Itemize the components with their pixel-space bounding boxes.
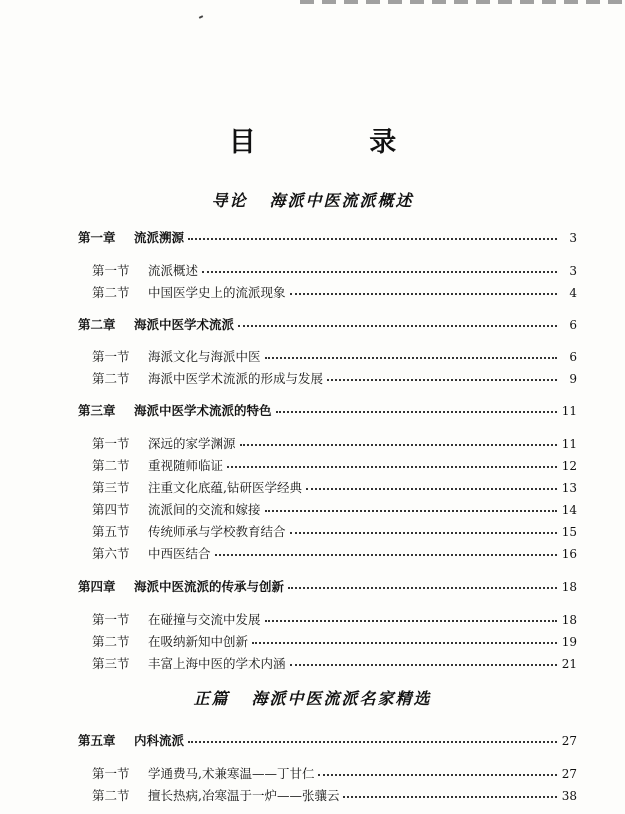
leader-dots — [238, 325, 557, 327]
toc-section[interactable] — [92, 610, 577, 628]
section-title: 擅长热病,冶寒温于一炉——张骧云 — [148, 788, 340, 803]
chapter-number: 第二章 — [78, 317, 116, 332]
section-number: 第二节 — [92, 285, 130, 300]
chapter-title: 海派中医流派的传承与创新 — [134, 579, 285, 594]
section-title: 在吸纳新知中创新 — [148, 634, 249, 649]
page-number: 19 — [561, 635, 577, 649]
section-title: 中西医结合 — [148, 546, 211, 561]
scan-artifact-mark — [199, 15, 203, 19]
section-number: 第二节 — [92, 788, 130, 803]
leader-dots — [252, 642, 557, 644]
section-title: 传统师承与学校教育结合 — [148, 524, 286, 539]
page-title: 目 录 — [228, 127, 449, 158]
section-number: 第一节 — [92, 349, 130, 364]
chapter-number: 第三章 — [78, 403, 116, 418]
leader-dots — [318, 774, 557, 776]
section-number: 第三节 — [92, 656, 130, 671]
page-number: 3 — [569, 231, 577, 245]
section-title: 中国医学史上的流派现象 — [148, 285, 286, 300]
section-number: 第二节 — [92, 371, 130, 386]
section-number: 第二节 — [92, 458, 130, 473]
part-prefix: 导论 — [211, 191, 248, 210]
section-number: 第二节 — [92, 634, 130, 649]
leader-dots — [288, 587, 557, 589]
chapter-title: 流派溯源 — [134, 230, 185, 245]
section-title: 注重文化底蕴,钻研医学经典 — [148, 480, 302, 495]
page-number: 13 — [561, 481, 577, 495]
toc-chapter[interactable] — [78, 315, 577, 333]
section-title: 学通费马,术兼寒温——丁甘仁 — [148, 766, 315, 781]
part-name: 海派中医流派名家精选 — [251, 689, 432, 708]
section-title: 流派间的交流和嫁接 — [148, 502, 261, 517]
leader-dots — [343, 796, 557, 798]
toc-chapter[interactable] — [78, 228, 577, 246]
part-prefix: 正篇 — [193, 689, 230, 708]
section-number: 第一节 — [92, 766, 130, 781]
toc-chapter[interactable] — [78, 577, 577, 595]
part-heading-main — [0, 686, 625, 709]
chapter-title: 海派中医学术流派的特色 — [134, 403, 272, 418]
section-title: 深远的家学渊源 — [148, 436, 236, 451]
page-number: 6 — [569, 350, 577, 364]
page-number: 4 — [569, 286, 577, 300]
toc-section[interactable] — [92, 478, 577, 496]
leader-dots — [227, 466, 557, 468]
page-number: 16 — [561, 547, 577, 561]
section-title: 在碰撞与交流中发展 — [148, 612, 261, 627]
chapter-number: 第一章 — [78, 230, 116, 245]
chapter-number: 第四章 — [78, 579, 116, 594]
section-number: 第一节 — [92, 436, 130, 451]
page-number: 6 — [569, 318, 577, 332]
leader-dots — [265, 357, 557, 359]
toc-section[interactable] — [92, 544, 577, 562]
page-number: 21 — [561, 657, 577, 671]
toc-section[interactable] — [92, 632, 577, 650]
section-number: 第五节 — [92, 524, 130, 539]
toc-section[interactable] — [92, 456, 577, 474]
leader-dots — [327, 379, 557, 381]
leader-dots — [290, 293, 557, 295]
chapter-title: 内科流派 — [134, 733, 185, 748]
section-title: 海派文化与海派中医 — [148, 349, 261, 364]
leader-dots — [276, 411, 557, 413]
section-number: 第三节 — [92, 480, 130, 495]
scan-artifact-top — [300, 0, 625, 4]
leader-dots — [265, 620, 557, 622]
section-number: 第一节 — [92, 612, 130, 627]
toc-chapter[interactable] — [78, 401, 577, 419]
toc-section[interactable] — [92, 283, 577, 301]
page-number: 18 — [561, 613, 577, 627]
page-number: 3 — [569, 264, 577, 278]
toc-chapter[interactable] — [78, 731, 577, 749]
toc-section[interactable] — [92, 347, 577, 365]
leader-dots — [188, 741, 557, 743]
leader-dots — [188, 238, 557, 240]
leader-dots — [290, 532, 557, 534]
page-number: 11 — [561, 404, 577, 418]
section-title: 流派概述 — [148, 263, 199, 278]
page-number: 27 — [561, 767, 577, 781]
leader-dots — [265, 510, 557, 512]
section-number: 第六节 — [92, 546, 130, 561]
page-number: 18 — [561, 580, 577, 594]
chapter-number: 第五章 — [78, 733, 116, 748]
section-title: 海派中医学术流派的形成与发展 — [148, 371, 324, 386]
chapter-title: 海派中医学术流派 — [134, 317, 235, 332]
page-number: 38 — [561, 789, 577, 803]
toc-section[interactable] — [92, 261, 577, 279]
page-number: 9 — [569, 372, 577, 386]
leader-dots — [290, 664, 557, 666]
leader-dots — [306, 488, 557, 490]
toc-section[interactable] — [92, 522, 577, 540]
toc-section[interactable] — [92, 764, 577, 782]
page-number: 11 — [561, 437, 577, 451]
leader-dots — [215, 554, 557, 556]
section-title: 重视随师临证 — [148, 458, 224, 473]
part-heading-intro — [0, 188, 625, 211]
toc-section[interactable] — [92, 654, 577, 672]
toc-section[interactable] — [92, 500, 577, 518]
toc-section[interactable] — [92, 434, 577, 452]
toc-section[interactable] — [92, 369, 577, 387]
page-number: 12 — [561, 459, 577, 473]
section-title: 丰富上海中医的学术内涵 — [148, 656, 286, 671]
section-number: 第一节 — [92, 263, 130, 278]
page-number: 27 — [561, 734, 577, 748]
page-number: 14 — [561, 503, 577, 517]
section-number: 第四节 — [92, 502, 130, 517]
leader-dots — [202, 271, 557, 273]
page-number: 15 — [561, 525, 577, 539]
part-name: 海派中医流派概述 — [269, 191, 414, 210]
leader-dots — [240, 444, 557, 446]
toc-section[interactable] — [92, 786, 577, 804]
